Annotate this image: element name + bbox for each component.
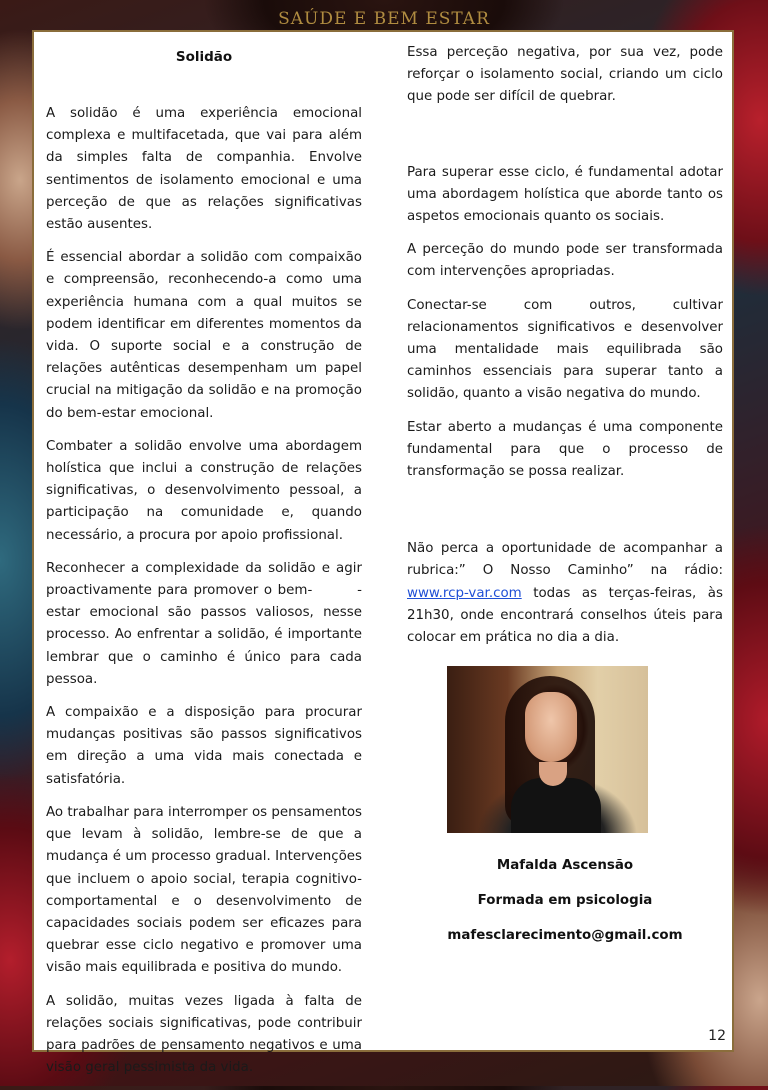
paragraph: A perceção do mundo pode ser transformada com intervenções apropriadas. (407, 242, 723, 280)
author-email[interactable]: mafesclarecimento@gmail.com (447, 928, 683, 943)
paragraph: A solidão, muitas vezes ligada à falta de relações sociais significativas, pode contribuir para padrões de pensamento negativos e uma visão geral pessimista da vida. (46, 993, 362, 1076)
author-photo (447, 666, 648, 833)
paragraph: Ao trabalhar para interromper os pensamentos que levam à solidão, lembre-se de que a mudança é um processo gradual. Intervenções que incluem o apoio social, terapia cognitivo-comportamental e o desenvolvimento de capacidades sociais podem ser eficazes para quebrar esse ciclo negativo e promover uma visão mais equilibrada e positiva do mundo. (46, 804, 362, 976)
section-title: SAÚDE E BEM ESTAR (278, 9, 490, 29)
page-content (32, 30, 734, 1076)
paragraph: Estar aberto a mudanças é uma componente fundamental para que o processo de transformação se possa realizar. (407, 419, 723, 480)
promo-paragraph (407, 538, 723, 649)
promo-text: todas as terças-feiras, às 21h30, onde encontrará conselhos úteis para colocar em prática no dia a dia. (407, 585, 723, 646)
promo-text: Não perca a oportunidade de acompanhar a rubrica:” O Nosso Caminho” na rádio: (407, 541, 723, 579)
paragraph: Conectar-se com outros, cultivar relacionamentos significativos e desenvolver uma mentalidade mais equilibrada são caminhos essenciais para superar tanto a solidão, quanto a visão negativa do mundo. (407, 297, 723, 402)
left-column (46, 42, 367, 1090)
article-title: Solidão (175, 49, 233, 65)
paragraph: Para superar esse ciclo, é fundamental adotar uma abordagem holística que aborde tanto os aspetos emocionais quanto os sociais. (407, 164, 723, 225)
paragraph: Combater a solidão envolve uma abordagem holística que inclui a construção de relações significativas, o desenvolvimento pessoal, a participação na comunidade e, quando necessário, a procura por apoio profissional. (46, 438, 362, 543)
paragraph: É essencial abordar a solidão com compaixão e compreensão, reconhecendo-a como uma experiência humana com a qual muitos se podem identificar em diferentes momentos da vida. O suporte social e a construção de relações autênticas desempenham um papel crucial na mitigação da solidão e na promoção do bem-estar emocional. (46, 250, 362, 421)
author-role: Formada em psicologia (477, 893, 653, 908)
paragraph: A compaixão e a disposição para procurar mudanças positivas são passos significativos em direção a uma vida mais conectada e satisfatória. (46, 705, 362, 787)
right-column (407, 42, 723, 660)
paragraph: Essa perceção negativa, por sua vez, pode reforçar o isolamento social, criando um ciclo que pode ser difícil de quebrar. (407, 45, 723, 105)
author-name: Mafalda Ascensão (496, 858, 634, 873)
page-number: 12 (708, 1028, 726, 1044)
radio-link[interactable]: www.rcp-var.com (407, 585, 522, 601)
magazine-header (0, 0, 768, 30)
paragraph: Reconhecer a complexidade da solidão e agir proactivamente para promover o bem- -estar emocional são passos valiosos, nesse processo. Ao enfrentar a solidão, é importante lembrar que o caminho é único para cada pessoa. (46, 560, 367, 687)
paragraph: A solidão é uma experiência emocional complexa e multifacetada, que vai para além da simples falta de companhia. Envolve sentimentos de isolamento emocional e uma perceção de que as relações significativas estão ausentes. (46, 106, 362, 233)
